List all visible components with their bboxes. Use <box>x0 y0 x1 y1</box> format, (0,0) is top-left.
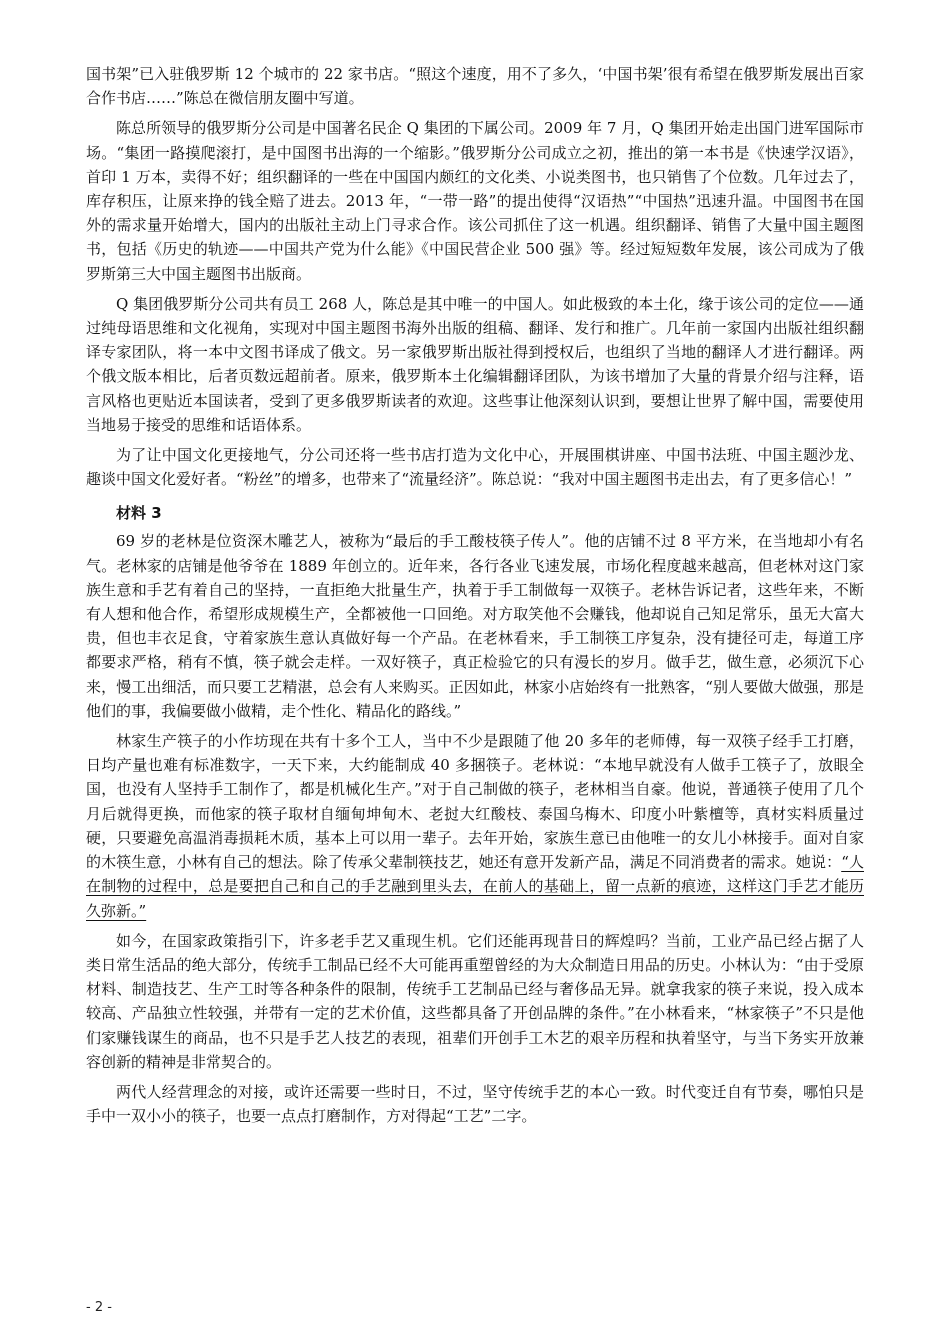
paragraph-material3-2-text: 林家生产筷子的小作坊现在共有十多个工人，当中不少是跟随了他 20 多年的老师傅，每一双筷子经手工打磨，日均产量也难有标准数字，一天下来，大约能制成 40 多捆筷子。老林说：“本地早就没有人做手工筷子了，放眼全国，也没有人坚持手工制作了，都是机械化生产。”对于自己制做的筷子，老林相当自豪。他说，普通筷子使用了几个月后就得更换，而他家的筷子取材自缅甸坤甸木、老挝大红酸枝、泰国乌梅木、印度小叶紫檀等，真材实料质量过硬，只要避免高温消毒损耗木质，基本上可以用一辈子。去年开始，家族生意已由他唯一的女儿小林接手。面对自家的木筷生意，小林有自己的想法。除了传承父辈制筷技艺，她还有意开发新产品，满足不同消费者的需求。她说： <box>86 732 864 872</box>
underlined-quote: “人在制物的过程中，总是要把自己和自己的手艺融到里头去，在前人的基础上，留一点新的痕迹，这样这门手艺才能历久弥新。” <box>86 853 864 920</box>
paragraph-material3-4: 两代人经营理念的对接，或许还需要一些时日，不过，坚守传统手艺的本心一致。时代变迁自有节奏，哪怕只是手中一双小小的筷子，也要一点点打磨制作，方对得起“工艺”二字。 <box>86 1082 864 1126</box>
paragraph-intro-1: 国书架”已入驻俄罗斯 12 个城市的 22 家书店。“照这个速度，用不了多久，‘中国书架’很有希望在俄罗斯发展出百家合作书店……”陈总在微信朋友圈中写道。 <box>86 65 864 108</box>
paragraph-material3-2 <box>86 729 864 923</box>
section-heading-material-3: 材料 3 <box>116 504 162 523</box>
document-page <box>86 62 864 1128</box>
page-number: - 2 - <box>86 1300 112 1315</box>
paragraph-intro-3: Q 集团俄罗斯分公司共有员工 268 人，陈总是其中唯一的中国人。如此极致的本土化，缘于该公司的定位——通过纯母语思维和文化视角，实现对中国主题图书海外出版的组稿、翻译、发行和推广。几年前一家国内出版社组织翻译专家团队，将一本中文图书译成了俄文。另一家俄罗斯出版社得到授权后，也组织了当地的翻译人才进行翻译。两个俄文版本相比，后者页数远超前者。原来，俄罗斯本土化编辑翻译团队，为该书增加了大量的背景介绍与注释，语言风格也更贴近本国读者，受到了更多俄罗斯读者的欢迎。这些事让他深刻认识到，要想让世界了解中国，需要使用当地易于接受的思维和话语体系。 <box>86 294 864 434</box>
paragraph-intro-4: 为了让中国文化更接地气，分公司还将一些书店打造为文化中心，开展围棋讲座、中国书法班、中国主题沙龙、趣谈中国文化爱好者。“粉丝”的增多，也带来了“流量经济”。陈总说：“我对中国主题图书走出去，有了更多信心！” <box>86 446 864 489</box>
paragraph-material3-3: 如今，在国家政策指引下，许多老手艺又重现生机。它们还能再现昔日的辉煌吗？当前，工业产品已经占据了人类日常生活品的绝大部分，传统手工制品已经不大可能再重塑曾经的为大众制造日用品的历史。小林认为：“由于受原材料、制造技艺、生产工时等各种条件的限制，传统手工艺制品已经与奢侈品无异。就拿我家的筷子来说，投入成本较高、产品独立性较强，并带有一定的艺术价值，这些都具备了开创品牌的条件。”在小林看来，“林家筷子”不只是他们家赚钱谋生的商品，也不只是手艺人技艺的表现，祖辈们开创手工木艺的艰辛历程和执着坚守，与当下务实开放兼容创新的精神是非常契合的。 <box>86 931 864 1071</box>
paragraph-intro-2: 陈总所领导的俄罗斯分公司是中国著名民企 Q 集团的下属公司。2009 年 7 月，Q 集团开始走出国门进军国际市场。“集团一路摸爬滚打，是中国图书出海的一个缩影。”俄罗斯分公司成立之初，推出的第一本书是《快速学汉语》，首印 1 万本，卖得不好；组织翻译的一些在中国国内颇红的文化类、小说类图书，也只销售了个位数。几年过去了，库存积压，让原来挣的钱全赔了进去。2013 年，“一带一路”的提出使得“汉语热”“中国热”迅速升温。中国图书在国外的需求量开始增大，国内的出版社主动上门寻求合作。该公司抓住了这一机遇。组织翻译、销售了大量中国主题图书，包括《历史的轨迹——中国共产党为什么能》《中国民营企业 500 强》等。经过短短数年发展，该公司成为了俄罗斯第三大中国主题图书出版商。 <box>86 119 864 283</box>
paragraph-material3-1: 69 岁的老林是位资深木雕艺人，被称为“最后的手工酸枝筷子传人”。他的店铺不过 8 平方米，在当地却小有名气。老林家的店铺是他爷爷在 1889 年创立的。近年来，各行各业飞速发展，市场化程度越来越高，但老林对这门家族生意和手艺有着自己的坚持，一直拒绝大批量生产，执着于手工制做每一双筷子。老林告诉记者，这些年来，不断有人想和他合作，希望形成规模生产，全都被他一口回绝。对方取笑他不会赚钱，他却说自己知足常乐，虽无大富大贵，但也丰衣足食，守着家族生意认真做好每一个产品。在老林看来，手工制筷工序复杂，没有捷径可走，每道工序都要求严格，稍有不慎，筷子就会走样。一双好筷子，真正检验它的只有漫长的岁月。做手艺，做生意，必须沉下心来，慢工出细活，而只要工艺精湛，总会有人来购买。正因如此，林家小店始终有一批熟客，“别人要做大做强，那是他们的事，我偏要做小做精，走个性化、精品化的路线。” <box>86 532 864 720</box>
